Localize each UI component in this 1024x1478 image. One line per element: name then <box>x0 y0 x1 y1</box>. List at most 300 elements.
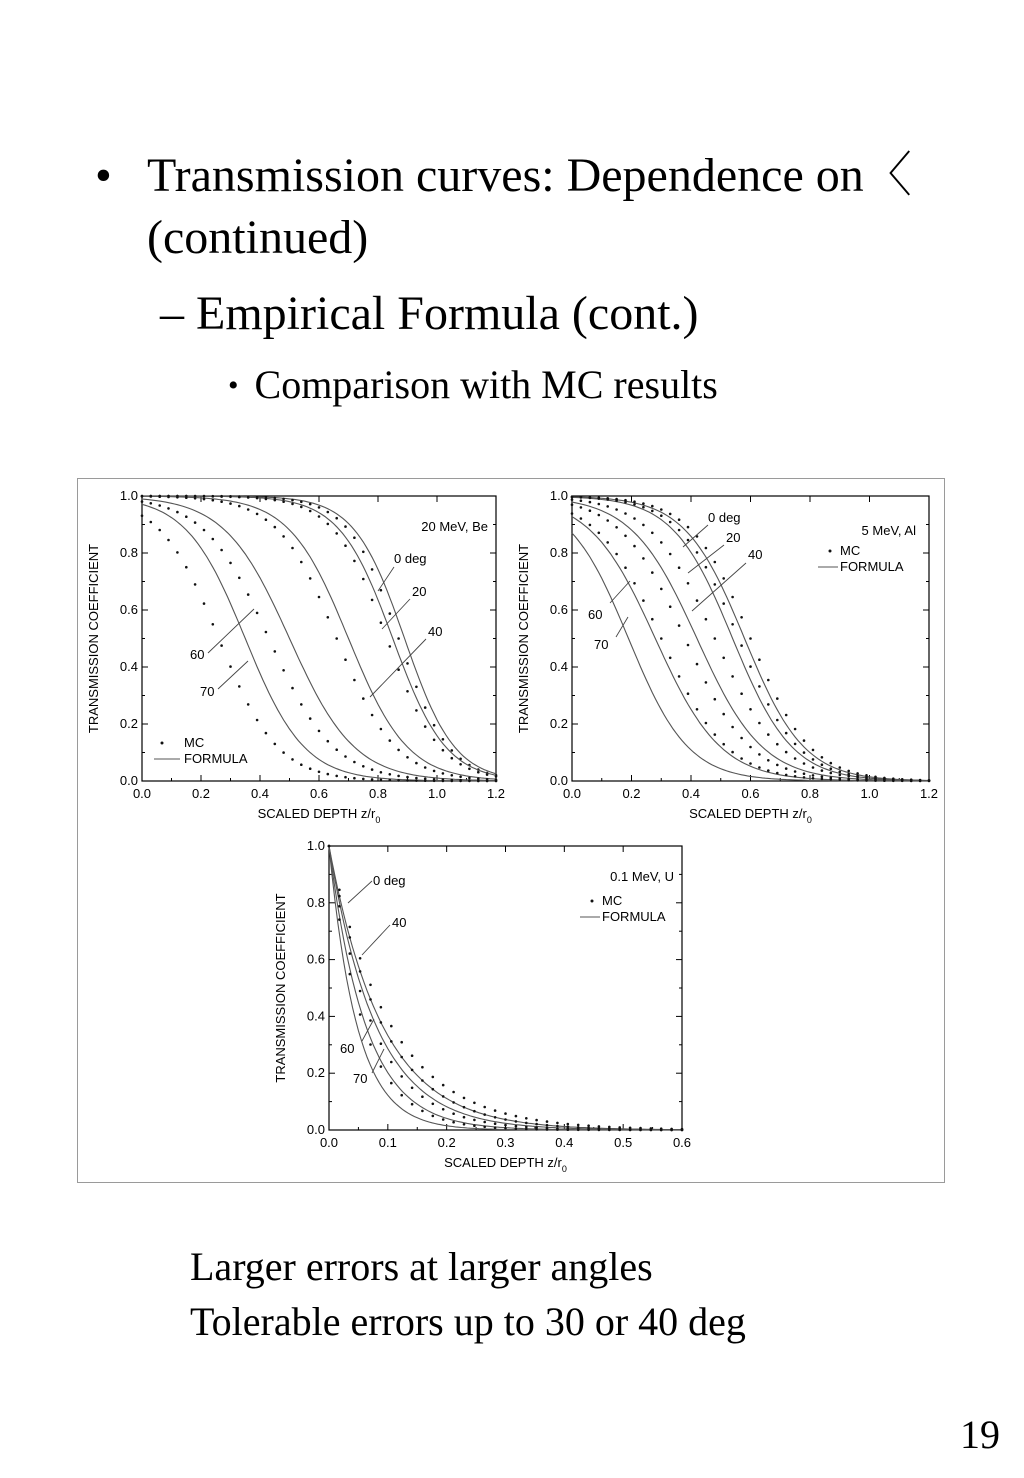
mc-point <box>256 612 259 615</box>
mc-point <box>740 737 743 740</box>
mc-point <box>515 1120 518 1123</box>
mc-point <box>433 780 436 783</box>
mc-point <box>380 728 383 731</box>
y-tick-label: 0.2 <box>549 716 568 731</box>
mc-point <box>274 743 277 746</box>
mc-point <box>494 1116 497 1119</box>
mc-point <box>515 1127 518 1130</box>
mc-point <box>928 780 931 783</box>
mc-point <box>369 984 372 987</box>
mc-point <box>362 778 365 781</box>
x-axis-title: SCALED DEPTH $z/r_0$ <box>689 806 812 825</box>
mc-point <box>714 733 717 736</box>
mc-point <box>451 757 454 760</box>
mc-point <box>229 665 232 668</box>
mc-point <box>494 1126 497 1129</box>
chart-3 <box>273 838 691 1174</box>
mc-point <box>629 1129 632 1132</box>
mc-point <box>642 599 645 602</box>
mc-point <box>335 517 338 520</box>
mc-point <box>839 774 842 777</box>
mc-point <box>650 1129 653 1132</box>
x-tick-label: 0.3 <box>496 1135 515 1150</box>
mc-point <box>424 779 427 782</box>
legend <box>818 543 904 574</box>
x-tick-label: 0.2 <box>622 786 641 801</box>
mc-point <box>740 616 743 619</box>
mc-point <box>758 753 761 756</box>
mc-point <box>362 697 365 700</box>
mc-point <box>515 1125 518 1128</box>
mc-point <box>380 779 383 782</box>
x-tick-label: 0.6 <box>309 786 329 801</box>
mc-point <box>327 511 330 514</box>
mc-point <box>477 780 480 783</box>
mc-point <box>359 990 362 993</box>
mc-point <box>705 566 708 569</box>
mc-point <box>309 510 312 513</box>
mc-point <box>432 1115 435 1118</box>
y-tick-label: 0.6 <box>306 951 325 967</box>
mc-point <box>194 497 197 500</box>
curve-label-leader <box>362 1019 374 1041</box>
x-axis-title: SCALED DEPTH $z/r_0$ <box>257 806 381 825</box>
curve-label-leader <box>683 525 708 547</box>
mc-point <box>839 771 842 774</box>
mc-point <box>328 845 331 848</box>
mc-point <box>803 762 806 765</box>
chart-title: 0.1 MeV, U <box>610 869 674 884</box>
mc-point <box>309 767 312 770</box>
mc-point <box>318 596 321 599</box>
mc-point <box>442 1084 445 1087</box>
mc-point <box>338 889 341 892</box>
chart-title: 20 MeV, Be <box>421 519 488 534</box>
mc-point <box>669 521 672 524</box>
mc-point <box>238 577 241 580</box>
mc-point <box>411 1103 414 1106</box>
mc-point <box>463 1123 466 1126</box>
chart-1 <box>86 488 505 825</box>
mc-point <box>618 1129 621 1132</box>
mc-point <box>338 895 341 898</box>
curve-label: 20 <box>726 530 741 545</box>
mc-point <box>660 508 663 511</box>
mc-point <box>785 751 788 754</box>
mc-point <box>571 498 574 501</box>
mc-point <box>327 740 330 743</box>
mc-point <box>633 500 636 503</box>
mc-point <box>731 751 734 754</box>
mc-point <box>318 506 321 509</box>
mc-point <box>494 1122 497 1125</box>
mc-point <box>459 780 462 783</box>
mc-point <box>247 508 250 511</box>
mc-point <box>335 637 338 640</box>
mc-point <box>803 776 806 779</box>
mc-point <box>390 1061 393 1064</box>
mc-point <box>758 766 761 769</box>
chart-title: 5 MeV, Al <box>861 523 916 538</box>
mc-point <box>291 499 294 502</box>
mc-point <box>411 1069 414 1072</box>
mc-point <box>651 618 654 621</box>
curve-label: 0 deg <box>708 510 741 525</box>
mc-point <box>606 505 609 508</box>
mc-point <box>238 496 241 499</box>
mc-point <box>400 1094 403 1097</box>
curve-label-leader <box>348 881 372 903</box>
mc-point <box>167 496 170 499</box>
mc-point <box>865 779 868 782</box>
mc-point <box>642 502 645 505</box>
mc-point <box>362 765 365 768</box>
mc-point <box>830 762 833 765</box>
mc-point <box>220 644 223 647</box>
mc-point <box>681 1129 684 1132</box>
mc-point <box>633 582 636 585</box>
mc-point <box>349 952 352 955</box>
mc-point <box>567 1128 570 1131</box>
mc-point <box>856 779 859 782</box>
mc-point <box>749 708 752 711</box>
mc-point <box>309 577 312 580</box>
mc-point <box>300 763 303 766</box>
mc-point <box>212 495 215 498</box>
mc-point <box>546 1124 549 1127</box>
mc-point <box>338 918 341 921</box>
formula-curve <box>572 502 929 781</box>
mc-point <box>389 779 392 782</box>
mc-point <box>874 779 877 782</box>
mc-point <box>247 496 250 499</box>
mc-point <box>397 775 400 778</box>
y-tick-label: 0.0 <box>549 773 568 788</box>
y-tick-label: 0.8 <box>119 545 138 560</box>
mc-point <box>380 589 383 592</box>
mc-point <box>265 498 268 501</box>
mc-point <box>696 599 699 602</box>
mc-point <box>504 1127 507 1130</box>
y-tick-label: 0.2 <box>119 716 138 731</box>
mc-point <box>344 658 347 661</box>
mc-point <box>740 644 743 647</box>
mc-point <box>203 602 206 605</box>
mc-point <box>451 749 454 752</box>
mc-point <box>580 499 583 502</box>
mc-point <box>577 1124 580 1127</box>
mc-point <box>660 588 663 591</box>
mc-point <box>776 697 779 700</box>
x-tick-label: 1.2 <box>486 786 506 801</box>
mc-point <box>606 519 609 522</box>
mc-point <box>785 714 788 717</box>
mc-point <box>212 499 215 502</box>
mc-point <box>494 1109 497 1112</box>
mc-point <box>158 529 161 532</box>
mc-point <box>349 926 352 929</box>
mc-point <box>722 743 725 746</box>
mc-point <box>598 497 601 500</box>
mc-point <box>371 778 374 781</box>
mc-point <box>359 1013 362 1016</box>
mc-point <box>901 780 904 783</box>
mc-point <box>389 739 392 742</box>
x-tick-label: 0.4 <box>681 786 701 801</box>
curve-label-leader <box>218 661 248 689</box>
mc-point <box>714 637 717 640</box>
mc-point <box>767 733 770 736</box>
mc-point <box>535 1119 538 1122</box>
mc-point <box>731 623 734 626</box>
mc-point <box>483 1106 486 1109</box>
mc-point <box>424 706 427 709</box>
mc-point <box>495 775 498 778</box>
mc-point <box>238 685 241 688</box>
mc-point <box>229 502 232 505</box>
mc-point <box>406 779 409 782</box>
mc-point <box>415 762 418 765</box>
page-number: 19 <box>960 1412 1000 1457</box>
mc-point <box>176 511 179 514</box>
mc-point <box>696 708 699 711</box>
mc-point <box>282 669 285 672</box>
mc-point <box>571 512 574 515</box>
mc-point <box>589 497 592 500</box>
mc-point <box>318 730 321 733</box>
mc-point <box>722 657 725 660</box>
mc-point <box>463 1097 466 1100</box>
curve-label-leader <box>370 639 426 697</box>
bullet3-text: Comparison with MC results <box>254 362 718 407</box>
mc-point <box>615 499 618 502</box>
mc-point <box>344 776 347 779</box>
mc-point <box>415 779 418 782</box>
y-tick-label: 0.2 <box>306 1065 325 1081</box>
mc-point <box>397 637 400 640</box>
mc-point <box>158 504 161 507</box>
mc-point <box>291 687 294 690</box>
mc-point <box>587 1129 590 1132</box>
mc-point <box>830 778 833 781</box>
mc-point <box>776 772 779 775</box>
legend-label-formula: FORMULA <box>840 559 904 574</box>
mc-point <box>380 1021 383 1024</box>
mc-point <box>705 618 708 621</box>
mc-point <box>220 495 223 498</box>
mc-point <box>740 757 743 760</box>
x-axis-title-subscript: 0 <box>561 1164 567 1174</box>
x-axis-title: SCALED DEPTH $z/r_0$ <box>444 1155 567 1174</box>
mc-point <box>504 1118 507 1121</box>
legend-label-mc: MC <box>184 735 205 750</box>
mc-point <box>400 1056 403 1059</box>
mc-point <box>291 503 294 506</box>
mc-point <box>615 508 618 511</box>
legend <box>154 735 248 766</box>
mc-point <box>794 770 797 773</box>
mc-point <box>892 780 895 783</box>
mc-point <box>300 561 303 564</box>
mc-point <box>415 777 418 780</box>
note-larger-errors: Larger errors at larger angles <box>190 1244 653 1289</box>
mc-point <box>504 1124 507 1127</box>
curve-label-leader <box>208 609 254 653</box>
mc-point <box>421 1110 424 1113</box>
mc-point <box>424 766 427 769</box>
x-tick-label: 0.8 <box>800 786 820 801</box>
mc-point <box>256 513 259 516</box>
mc-point <box>185 566 188 569</box>
mc-point <box>176 496 179 499</box>
mc-point <box>380 1042 383 1045</box>
mc-point <box>274 499 277 502</box>
bullet-level3 <box>228 360 718 411</box>
mc-point <box>274 650 277 653</box>
mc-point <box>556 1125 559 1128</box>
mc-point <box>910 780 913 783</box>
mc-point <box>696 551 699 554</box>
mc-point <box>821 756 824 759</box>
mc-point <box>442 1095 445 1098</box>
mc-point <box>158 495 161 498</box>
mc-point <box>812 774 815 777</box>
mc-point <box>167 507 170 510</box>
mc-point <box>389 773 392 776</box>
y-axis-title: TRANSMISSION COEFFICIENT <box>516 543 531 734</box>
x-tick-label: 0.6 <box>741 786 760 801</box>
mc-point <box>839 766 842 769</box>
mc-point <box>767 759 770 762</box>
mc-point <box>433 739 436 742</box>
x-tick-label: 1.2 <box>919 786 939 801</box>
mc-point <box>433 724 436 727</box>
mc-point <box>452 1101 455 1104</box>
bullet-level2: – Empirical Formula (cont.) <box>160 287 699 340</box>
mc-point <box>758 685 761 688</box>
mc-point <box>344 755 347 758</box>
mc-point <box>535 1123 538 1126</box>
mc-point <box>141 500 144 503</box>
mc-point <box>483 1113 486 1116</box>
mc-point <box>608 1129 611 1132</box>
mc-point <box>265 732 268 735</box>
mc-point <box>722 713 725 716</box>
mc-point <box>335 775 338 778</box>
mc-point <box>452 1121 455 1124</box>
bullet1-text: Transmission curves: Dependence on〈 (continued) <box>147 149 912 264</box>
mc-point <box>282 535 285 538</box>
mc-point <box>327 773 330 776</box>
mc-point <box>803 772 806 775</box>
mc-point <box>705 547 708 550</box>
mc-point <box>473 1119 476 1122</box>
y-tick-label: 0.8 <box>549 545 568 560</box>
mc-point <box>483 1121 486 1124</box>
mc-point <box>442 738 445 741</box>
curve-label: 60 <box>340 1041 355 1056</box>
mc-point <box>598 532 601 535</box>
y-tick-label: 0.4 <box>119 659 138 674</box>
mc-point <box>433 770 436 773</box>
mc-point <box>696 663 699 666</box>
mc-point <box>856 772 859 775</box>
mc-point <box>150 502 153 505</box>
mc-point <box>318 771 321 774</box>
mc-point <box>473 1124 476 1127</box>
legend-mc-marker <box>161 742 164 745</box>
mc-point <box>274 526 277 529</box>
mc-point <box>598 514 601 517</box>
mc-point <box>812 758 815 761</box>
mc-point <box>473 1110 476 1113</box>
mc-point <box>411 1087 414 1090</box>
mc-point <box>203 495 206 498</box>
mc-point <box>580 517 583 520</box>
mc-point <box>150 521 153 524</box>
mc-point <box>353 761 356 764</box>
mc-point <box>525 1122 528 1125</box>
curve-label-leader <box>610 581 630 603</box>
mc-point <box>400 1075 403 1078</box>
x-tick-label: 0.5 <box>614 1135 633 1150</box>
mc-point <box>141 495 144 498</box>
mc-point <box>660 1129 663 1132</box>
x-tick-label: 0.0 <box>319 1135 339 1150</box>
mc-point <box>624 512 627 515</box>
mc-point <box>369 1019 372 1022</box>
mc-point <box>344 544 347 547</box>
mc-point <box>660 637 663 640</box>
mc-point <box>633 503 636 506</box>
mc-point <box>687 539 690 542</box>
curve-label: 40 <box>748 547 763 562</box>
mc-point <box>459 776 462 779</box>
legend-mc-marker <box>829 550 832 553</box>
mc-point <box>821 769 824 772</box>
mc-point <box>546 1128 549 1131</box>
mc-point <box>758 722 761 725</box>
mc-point <box>651 510 654 513</box>
mc-point <box>150 495 153 498</box>
mc-point <box>486 773 489 776</box>
mc-point <box>776 764 779 767</box>
mc-point <box>247 593 250 596</box>
mc-point <box>371 568 374 571</box>
mc-point <box>767 679 770 682</box>
mc-point <box>442 1108 445 1111</box>
mc-point <box>390 1025 393 1028</box>
x-tick-label: 1.0 <box>427 786 447 801</box>
mc-point <box>432 1103 435 1106</box>
mc-point <box>556 1122 559 1125</box>
mc-point <box>731 675 734 678</box>
mc-point <box>615 526 618 529</box>
mc-point <box>389 612 392 615</box>
mc-point <box>359 970 362 973</box>
mc-point <box>606 498 609 501</box>
mc-point <box>415 686 418 689</box>
mc-point <box>203 498 206 501</box>
mc-point <box>651 505 654 508</box>
mc-point <box>785 732 788 735</box>
mc-point <box>265 631 268 634</box>
mc-point <box>477 771 480 774</box>
curve-label-leader <box>382 599 410 629</box>
mc-point <box>451 780 454 783</box>
mc-point <box>421 1095 424 1098</box>
mc-point <box>687 692 690 695</box>
